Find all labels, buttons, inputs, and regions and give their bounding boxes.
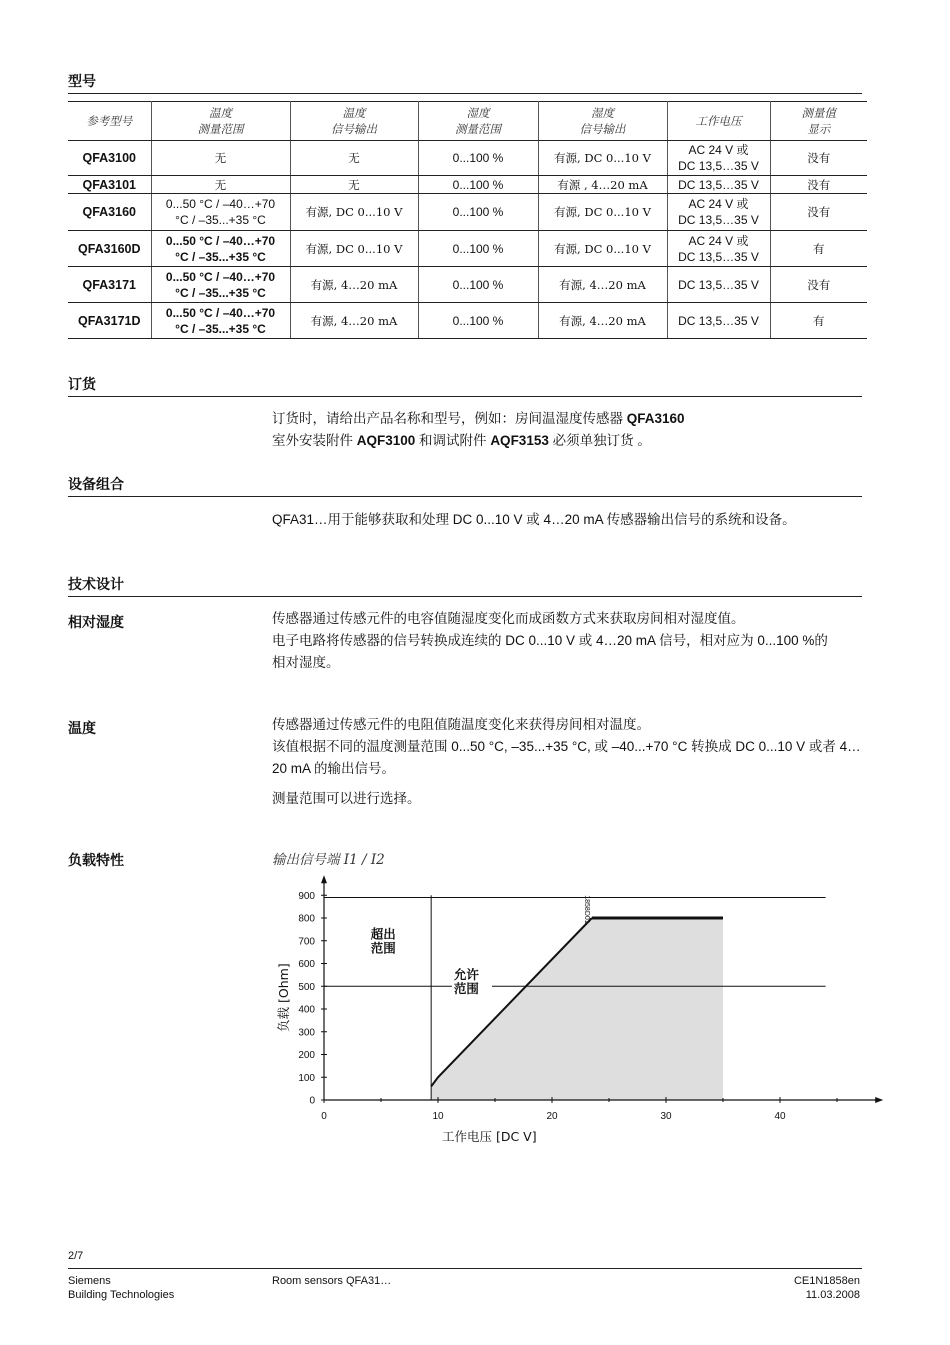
row-display: 没有 [770,176,867,194]
table-row [68,267,867,303]
y-tick-label: 300 [298,1027,315,1039]
row-temp-output: 有源, 4…20 mA [290,267,418,303]
x-axis-arrow [875,1097,883,1103]
row-voltage: AC 24 V 或 DC 13,5…35 V [667,231,770,267]
y-tick-label: 600 [298,959,315,970]
row-temp-output: 无 [290,176,418,194]
combination-text: QFA31…用于能够获取和处理 DC 0...10 V 或 4…20 mA 传感器输出信号的系统和设备。 [272,512,796,527]
row-hum-range: 0...100 % [418,176,538,194]
row-temp-output: 无 [290,141,418,176]
table-row [68,141,867,176]
row-display: 没有 [770,194,867,231]
row-hum-range: 0...100 % [418,231,538,267]
row-hum-output: 有源 , 4…20 mA [538,176,667,194]
allowed-range-label: 允许范围 [453,966,479,996]
out-of-range-label: 超出范围 [370,926,396,956]
header-display: 测量值 显示 [770,102,867,141]
humidity-label: 相对湿度 [68,614,124,630]
chart-caption: 输出信号端 I1 / I2 [272,852,385,868]
section-divider [68,396,862,397]
load-chart [270,872,786,1147]
row-display: 没有 [770,141,867,176]
y-tick-label: 200 [298,1050,315,1061]
x-tick-label: 20 [546,1111,558,1122]
y-tick-label: 700 [298,936,315,948]
y-axis-label: 负载 [Ohm] [276,963,291,1032]
header-temp-range: 温度 测量范围 [151,102,290,141]
x-tick-label: 0 [321,1111,327,1122]
header-ref-model: 参考型号 [68,102,151,141]
y-tick-label: 0 [309,1095,315,1107]
row-hum-range: 0...100 % [418,267,538,303]
header-hum-output: 湿度 信号输出 [538,102,667,141]
x-tick-label: 30 [660,1111,672,1122]
footer-company: Siemens Building Technologies [68,1275,175,1301]
row-temp-range: 无 [151,176,290,194]
x-axis-label: 工作电压 [DC V] [441,1129,537,1144]
row-hum-output: 有源, 4…20 mA [538,303,667,339]
row-hum-output: 有源, DC 0...10 V [538,141,667,176]
header-voltage: 工作电压 [667,102,770,141]
table-row [68,231,867,267]
temperature-label: 温度 [68,720,96,736]
row-temp-output: 有源, DC 0...10 V [290,231,418,267]
ordering-text: 订货时，请给出产品名称和型号，例如：房间温湿度传感器 QFA3160 室外安装附件 AQF3100 和调试附件 AQF3153 必须单独订货 。 [272,411,685,448]
allowed-range-area [431,918,723,1100]
row-display: 有 [770,231,867,267]
ordering-section-title: 订货 [68,376,96,392]
header-hum-range: 湿度 测量范围 [418,102,538,141]
row-model: QFA3171 [68,267,151,303]
page-number: 2/7 [68,1250,84,1262]
row-voltage: DC 13,5…35 V [667,176,770,194]
row-voltage: DC 13,5…35 V [667,267,770,303]
y-tick-label: 800 [298,913,315,925]
row-hum-range: 0...100 % [418,194,538,231]
header-temp-output: 温度 信号输出 [290,102,418,141]
section-divider [68,596,862,597]
row-model: QFA3171D [68,303,151,339]
row-hum-output: 有源, DC 0...10 V [538,231,667,267]
row-voltage: AC 24 V 或 DC 13,5…35 V [667,194,770,231]
row-hum-output: 有源, 4…20 mA [538,267,667,303]
row-temp-range: 0...50 °C / –40…+70 °C / –35...+35 °C [151,267,290,303]
row-temp-range: 0...50 °C / –40…+70 °C / –35...+35 °C [151,303,290,339]
x-tick-label: 40 [774,1111,786,1122]
y-tick-label: 100 [298,1072,315,1084]
footer-divider [68,1268,862,1269]
temperature-text: 传感器通过传感元件的电阻值随温度变化来获得房间相对温度。 该值根据不同的温度测量范围 0...50 °C, –35...+35 °C, 或 –40...+70 °C 转换成 DC 0...10 V 或者 4…20 mA 的输出信号。 测量范围可以进行选择。 [272,717,861,806]
row-temp-range: 0...50 °C / –40…+70 °C / –35...+35 °C [151,231,290,267]
table-header-row [68,102,867,141]
tech-section-title: 技术设计 [68,576,124,592]
row-hum-output: 有源, DC 0...10 V [538,194,667,231]
row-model: QFA3100 [68,141,151,176]
row-temp-range: 0...50 °C / –40…+70 °C / –35...+35 °C [151,194,290,231]
row-model: QFA3160 [68,194,151,231]
ordering-model: QFA3160 [626,411,685,426]
row-temp-range: 无 [151,141,290,176]
x-tick-label: 10 [432,1111,444,1122]
row-hum-range: 0...100 % [418,141,538,176]
footer-doc-info: CE1N1858en 11.03.2008 [793,1275,860,1301]
humidity-text: 传感器通过传感元件的电容值随湿度变化而成函数方式来获取房间相对湿度值。 电子电路将传感器的信号转换成连续的 DC 0...10 V 或 4…20 mA 信号，相对应为 0...100 %的相对湿度。 [272,611,828,670]
row-voltage: AC 24 V 或 DC 13,5…35 V [667,141,770,176]
y-tick-label: 500 [298,981,315,993]
footer-doc-title: Room sensors QFA31… [272,1275,392,1287]
y-axis-arrow [321,875,327,883]
row-display: 有 [770,303,867,339]
combination-section-title: 设备组合 [68,476,124,492]
row-model: QFA3160D [68,231,151,267]
section-divider [68,93,862,94]
table-row [68,303,867,339]
row-display: 没有 [770,267,867,303]
section-divider [68,496,862,497]
y-tick-label: 900 [298,890,315,902]
figure-side-tag: 1858D01 [583,895,590,924]
load-label: 负载特性 [68,852,124,868]
row-hum-range: 0...100 % [418,303,538,339]
table-row [68,176,867,194]
row-voltage: DC 13,5…35 V [667,303,770,339]
row-temp-output: 有源, DC 0...10 V [290,194,418,231]
models-table [68,101,867,339]
table-row [68,194,867,231]
y-tick-label: 400 [298,1004,315,1016]
row-model: QFA3101 [68,176,151,194]
models-section-title: 型号 [68,73,96,89]
row-temp-output: 有源, 4…20 mA [290,303,418,339]
